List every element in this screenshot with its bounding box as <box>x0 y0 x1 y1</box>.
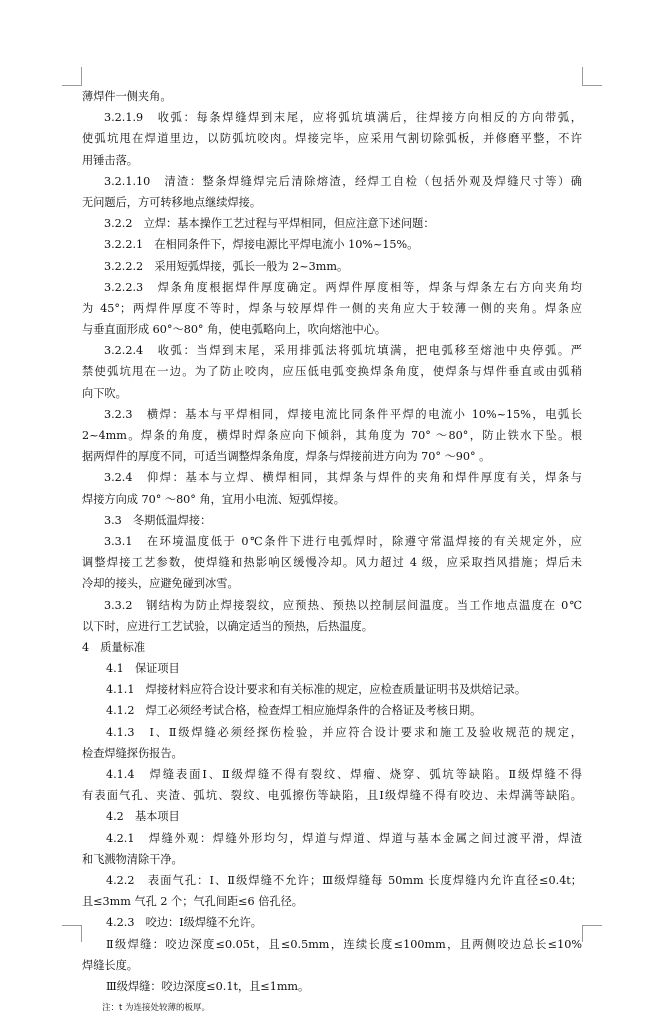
text-line: 2~4mm。焊条的角度，横焊时焊条应向下倾斜，其角度为 70° ～80°，防止铁水下坠。根 <box>82 429 582 442</box>
text-line: 3.3.2 钢结构为防止焊接裂纹，应预热、预热以控制层间温度。当工作地点温度在 0℃ <box>104 598 582 612</box>
text-line: 4.2.1 焊缝外观：焊缝外形均匀，焊道与焊道、焊道与基本金属之间过渡平滑，焊渣 <box>106 831 582 845</box>
text-line: 使弧坑甩在焊道里边，以防弧坑咬肉。焊接完毕，应采用气割切除弧板，并修磨平整，不许 <box>82 132 582 146</box>
text-line: 3.2.2.3 焊条角度根据焊件厚度确定。两焊件厚度相等，焊条与焊条左右方向夹角均 <box>104 280 582 294</box>
text-lines <box>82 86 582 997</box>
text-line: 与垂直面形成 60°～80° 角，使电弧略向上，吹向熔池中心。 <box>82 323 387 337</box>
text-line: 4.2.2 表面气孔：Ⅰ、Ⅱ级焊缝不允许；Ⅲ级焊缝每 50mm 长度焊缝内允许直径≤0.4t； <box>106 873 582 887</box>
text-line: 薄焊件一侧夹角。 <box>82 90 172 103</box>
crop-mark-top-left-horizontal <box>62 85 82 86</box>
text-line: 3.2.4 仰焊：基本与立焊、横焊相同，其焊条与焊件的夹角和焊件厚度有关，焊条与 <box>104 471 582 485</box>
footnote: 注：t 为连接处较薄的板厚。 <box>102 1003 211 1014</box>
text-line: 无问题后，方可转移地点继续焊接。 <box>82 195 262 209</box>
text-line: 调整焊接工艺参数，使焊缝和热影响区缓慢冷却。风力超过 4 级，应采取挡风措施；焊后未 <box>82 556 582 570</box>
text-line: 3.2.1.9 收弧：每条焊缝焊到末尾，应将弧坑填满后，往焊接方向相反的方向带弧， <box>104 111 582 125</box>
document-body <box>82 86 582 1017</box>
text-line: 焊接方向成 70° ～80° 角，宜用小电流、短弧焊接。 <box>82 492 345 506</box>
text-line: 且≤3mm 气孔 2 个；气孔间距≤6 倍孔径。 <box>82 895 303 909</box>
text-line: 4 质量标准 <box>82 640 146 654</box>
text-line: 4.2 基本项目 <box>106 810 180 824</box>
text-line: 4.1 保证项目 <box>106 662 180 676</box>
text-line: 4.1.4 焊缝表面Ⅰ、Ⅱ级焊缝不得有裂纹、焊瘤、烧穿、弧坑等缺陷。Ⅱ级焊缝不得 <box>106 768 582 781</box>
crop-mark-bottom-left-horizontal <box>62 925 82 926</box>
text-line: 4.2.3 咬边：Ⅰ级焊缝不允许。 <box>106 916 262 930</box>
text-line: 冷却的接头，应避免碰到冰雪。 <box>82 577 239 591</box>
text-line: 3.2.2.2 采用短弧焊接，弧长一般为 2~3mm。 <box>104 259 349 273</box>
text-line: 用锤击落。 <box>82 153 138 167</box>
text-line: 4.1.1 焊接材料应符合设计要求和有关标准的规定，应检查质量证明书及烘焙记录。 <box>106 683 527 697</box>
text-line: 3.3 冬期低温焊接： <box>104 513 212 527</box>
crop-mark-bottom-right-horizontal <box>582 925 602 926</box>
crop-mark-top-right-vertical <box>582 67 583 85</box>
text-line: 3.3.1 在环境温度低于 0℃条件下进行电弧焊时，除遵守常温焊接的有关规定外，应 <box>104 534 582 548</box>
text-line: 向下吹。 <box>82 386 127 400</box>
text-line: 为 45°；两焊件厚度不等时，焊条与较厚焊件一侧的夹角应大于较薄一侧的夹角。焊条应 <box>82 301 582 315</box>
text-line: 3.2.2.4 收弧：当焊到末尾，采用排弧法将弧坑填满，把电弧移至熔池中央停弧。严 <box>104 344 582 358</box>
text-line: 有表面气孔、夹渣、弧坑、裂纹、电弧擦伤等缺陷，且Ⅰ级焊缝不得有咬边、未焊满等缺陷。 <box>82 789 582 803</box>
text-line: Ⅱ级焊缝：咬边深度≤0.05t，且≤0.5mm，连续长度≤100mm，且两侧咬边总长≤10% <box>106 937 582 951</box>
crop-mark-top-left-vertical <box>81 67 82 85</box>
text-line: 检查焊缝探伤报告。 <box>82 746 183 760</box>
text-line: 3.2.1.10 清渣：整条焊缝焊完后清除熔渣，经焊工自检（包括外观及焊缝尺寸等）确 <box>104 174 582 188</box>
text-line: 4.1.2 焊工必须经考试合格，检查焊工相应施焊条件的合格证及考核日期。 <box>106 704 482 718</box>
text-line: Ⅲ级焊缝：咬边深度≤0.1t，且≤1mm。 <box>106 979 310 993</box>
text-line: 3.2.2 立焊：基本操作工艺过程与平焊相同，但应注意下述问题： <box>104 217 435 231</box>
text-line: 4.1.3 Ⅰ、Ⅱ级焊缝必须经探伤检验，并应符合设计要求和施工及验收规范的规定， <box>106 725 582 739</box>
text-line: 3.2.2.1 在相同条件下，焊接电源比平焊电流小 10%~15%。 <box>104 238 419 252</box>
text-line: 3.2.3 横焊：基本与平焊相同，焊接电流比同条件平焊的电流小 10%~15%，电弧长 <box>104 407 582 421</box>
text-line: 和飞溅物清除干净。 <box>82 852 183 866</box>
text-line: 禁使弧坑甩在一边。为了防止咬肉，应压低电弧变换焊条角度，使焊条与焊件垂直或由弧稍 <box>82 365 582 379</box>
crop-mark-top-right-horizontal <box>582 85 602 86</box>
text-line: 以下时，应进行工艺试验，以确定适当的预热，后热温度。 <box>82 619 373 633</box>
crop-mark-bottom-right-vertical <box>582 925 583 942</box>
text-line: 据两焊件的厚度不同，可适当调整焊条角度，焊条与焊接前进方向为 70° ～90° 。 <box>82 450 491 464</box>
text-line: 焊缝长度。 <box>82 958 138 972</box>
